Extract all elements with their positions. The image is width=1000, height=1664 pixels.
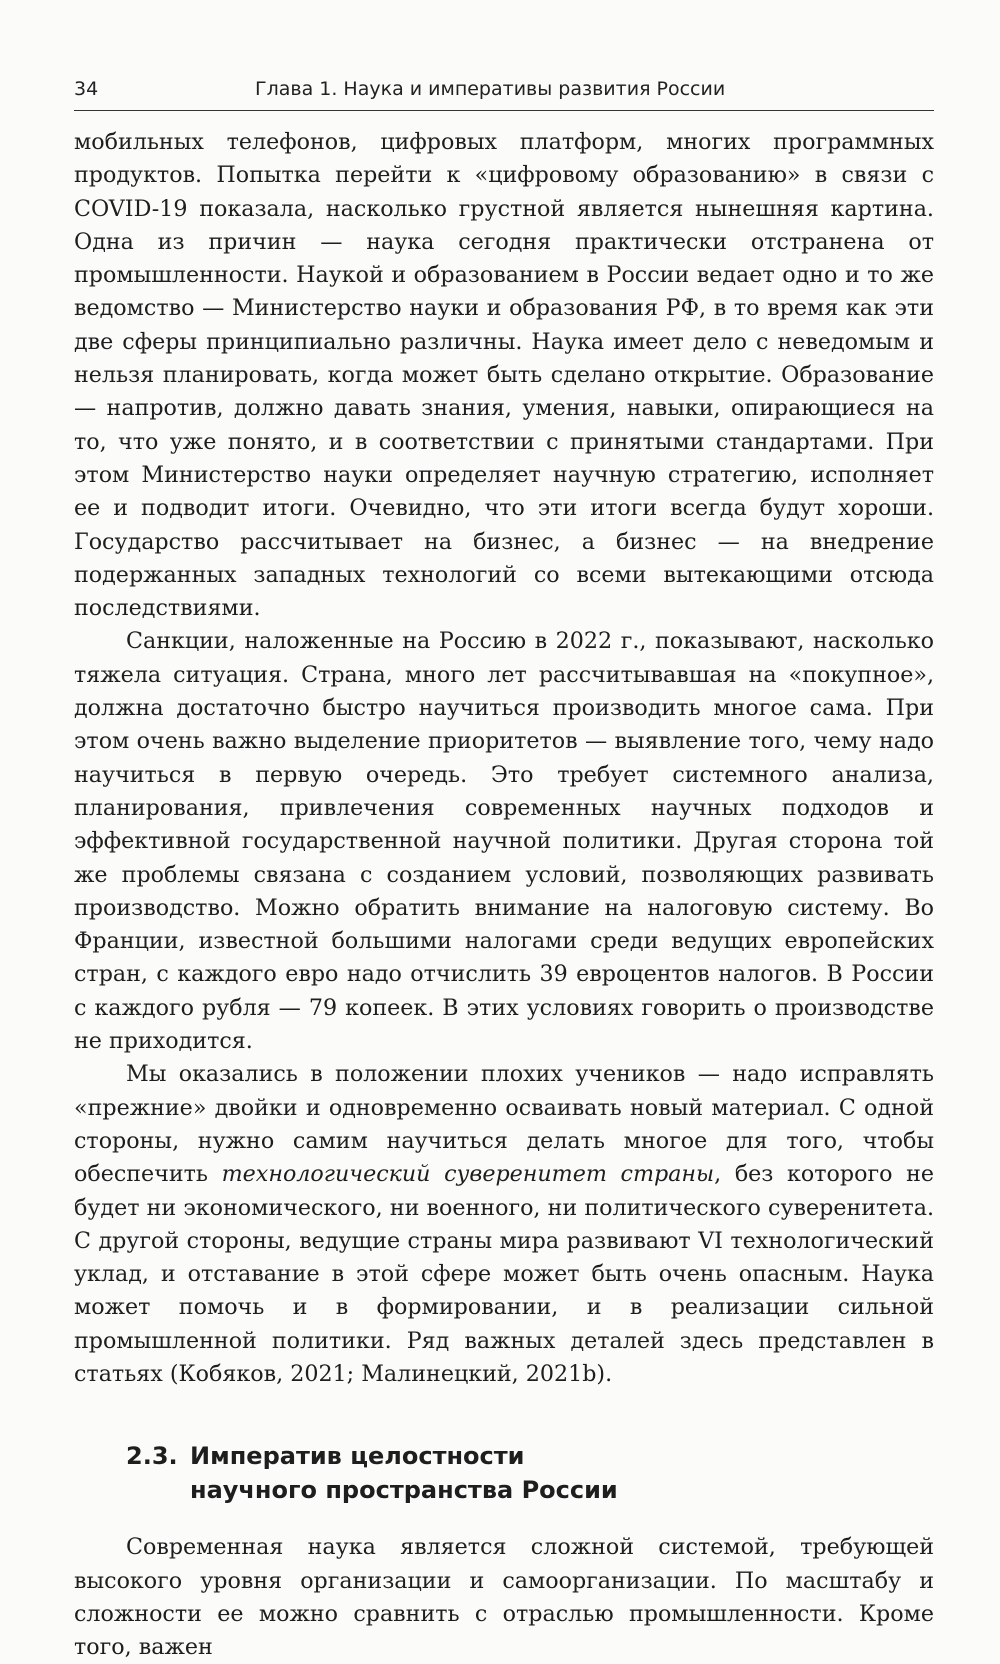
page-header [74,74,934,108]
header-rule [74,110,934,111]
page-number: 34 [74,78,99,100]
paragraph-2: Санкции, наложенные на Россию в 2022 г., показывают, насколько тяжела ситуация. Страна, много лет рассчитывавшая на «покупное», должна достаточно быстро научиться производить многое сама. При этом очень важно выделение приоритетов — выявление того, чему надо научиться в первую очередь. Это требует системного анализа, планирования, привлечения современных научных подходов и эффективной государственной научной политики. Другая сторона той же проблемы связана с созданием условий, позволяющих развивать производство. Можно обратить внимание на налоговую систему. Во Франции, известной большими налогами среди ведущих европейских стран, с каждого евро надо отчислить 39 евроцентов налогов. В России с каждого рубля — 79 копеек. В этих условиях говорить о производстве не приходится. [74,628,934,1055]
section-heading [126,1439,934,1507]
paragraph-3-after: , без которого не будет ни экономического, ни военного, ни политического суверенитета. С другой стороны, ведущие страны мира развивают VI технологический уклад, и отставание в этой сфере может быть очень опасным. Наука может помочь и в формировании, и в реализации сильной промышленной политики. Ряд важных деталей здесь представлен в статьях (Кобяков, 2021; Малинецкий, 2021b). [74,1161,934,1387]
paragraph-3-before: Мы оказались в положении плохих учеников — надо исправлять «прежние» двойки и одновременно осваивать новый материал. С одной стороны, нужно самим научиться делать многое для того, чтобы обеспечить [74,1061,934,1188]
paragraph-1: мобильных телефонов, цифровых платформ, многих программных продуктов. Попытка перейти к «цифровому образованию» в связи с COVID-19 показала, насколько грустной является нынешняя картина. Одна из причин — наука сегодня практически отстранена от промышленности. Наукой и образованием в России ведает одно и то же ведомство — Министерство науки и образования РФ, в то время как эти две сферы принципиально различны. Наука имеет дело с неведомым и нельзя планировать, когда может быть сделано открытие. Образование — напротив, должно давать знания, умения, навыки, опирающиеся на то, что уже понято, и в соответствии с принятыми стандартами. При этом Министерство науки определяет научную стратегию, исполняет ее и подводит итоги. Очевидно, что эти итоги всегда будут хороши. Государство рассчитывает на бизнес, а бизнес — на внедрение подержанных западных технологий со всеми вытекающими отсюда последствиями. [74,129,934,622]
running-head: Глава 1. Наука и императивы развития России [255,78,726,100]
paragraph-4: Современная наука является сложной системой, требующей высокого уровня организации и самоорганизации. По масштабу и сложности ее можно сравнить с отраслью промышленности. Кроме того, важен [74,1534,934,1661]
body-text [74,126,934,1664]
section-title-line-2: научного пространства России [190,1476,618,1505]
section-number: 2.3. [126,1442,178,1471]
section-title-line-1: Императив целостности [190,1442,525,1471]
paragraph-3-italic: технологический суверенитет страны [221,1161,715,1188]
paragraph-3 [74,1058,934,1391]
